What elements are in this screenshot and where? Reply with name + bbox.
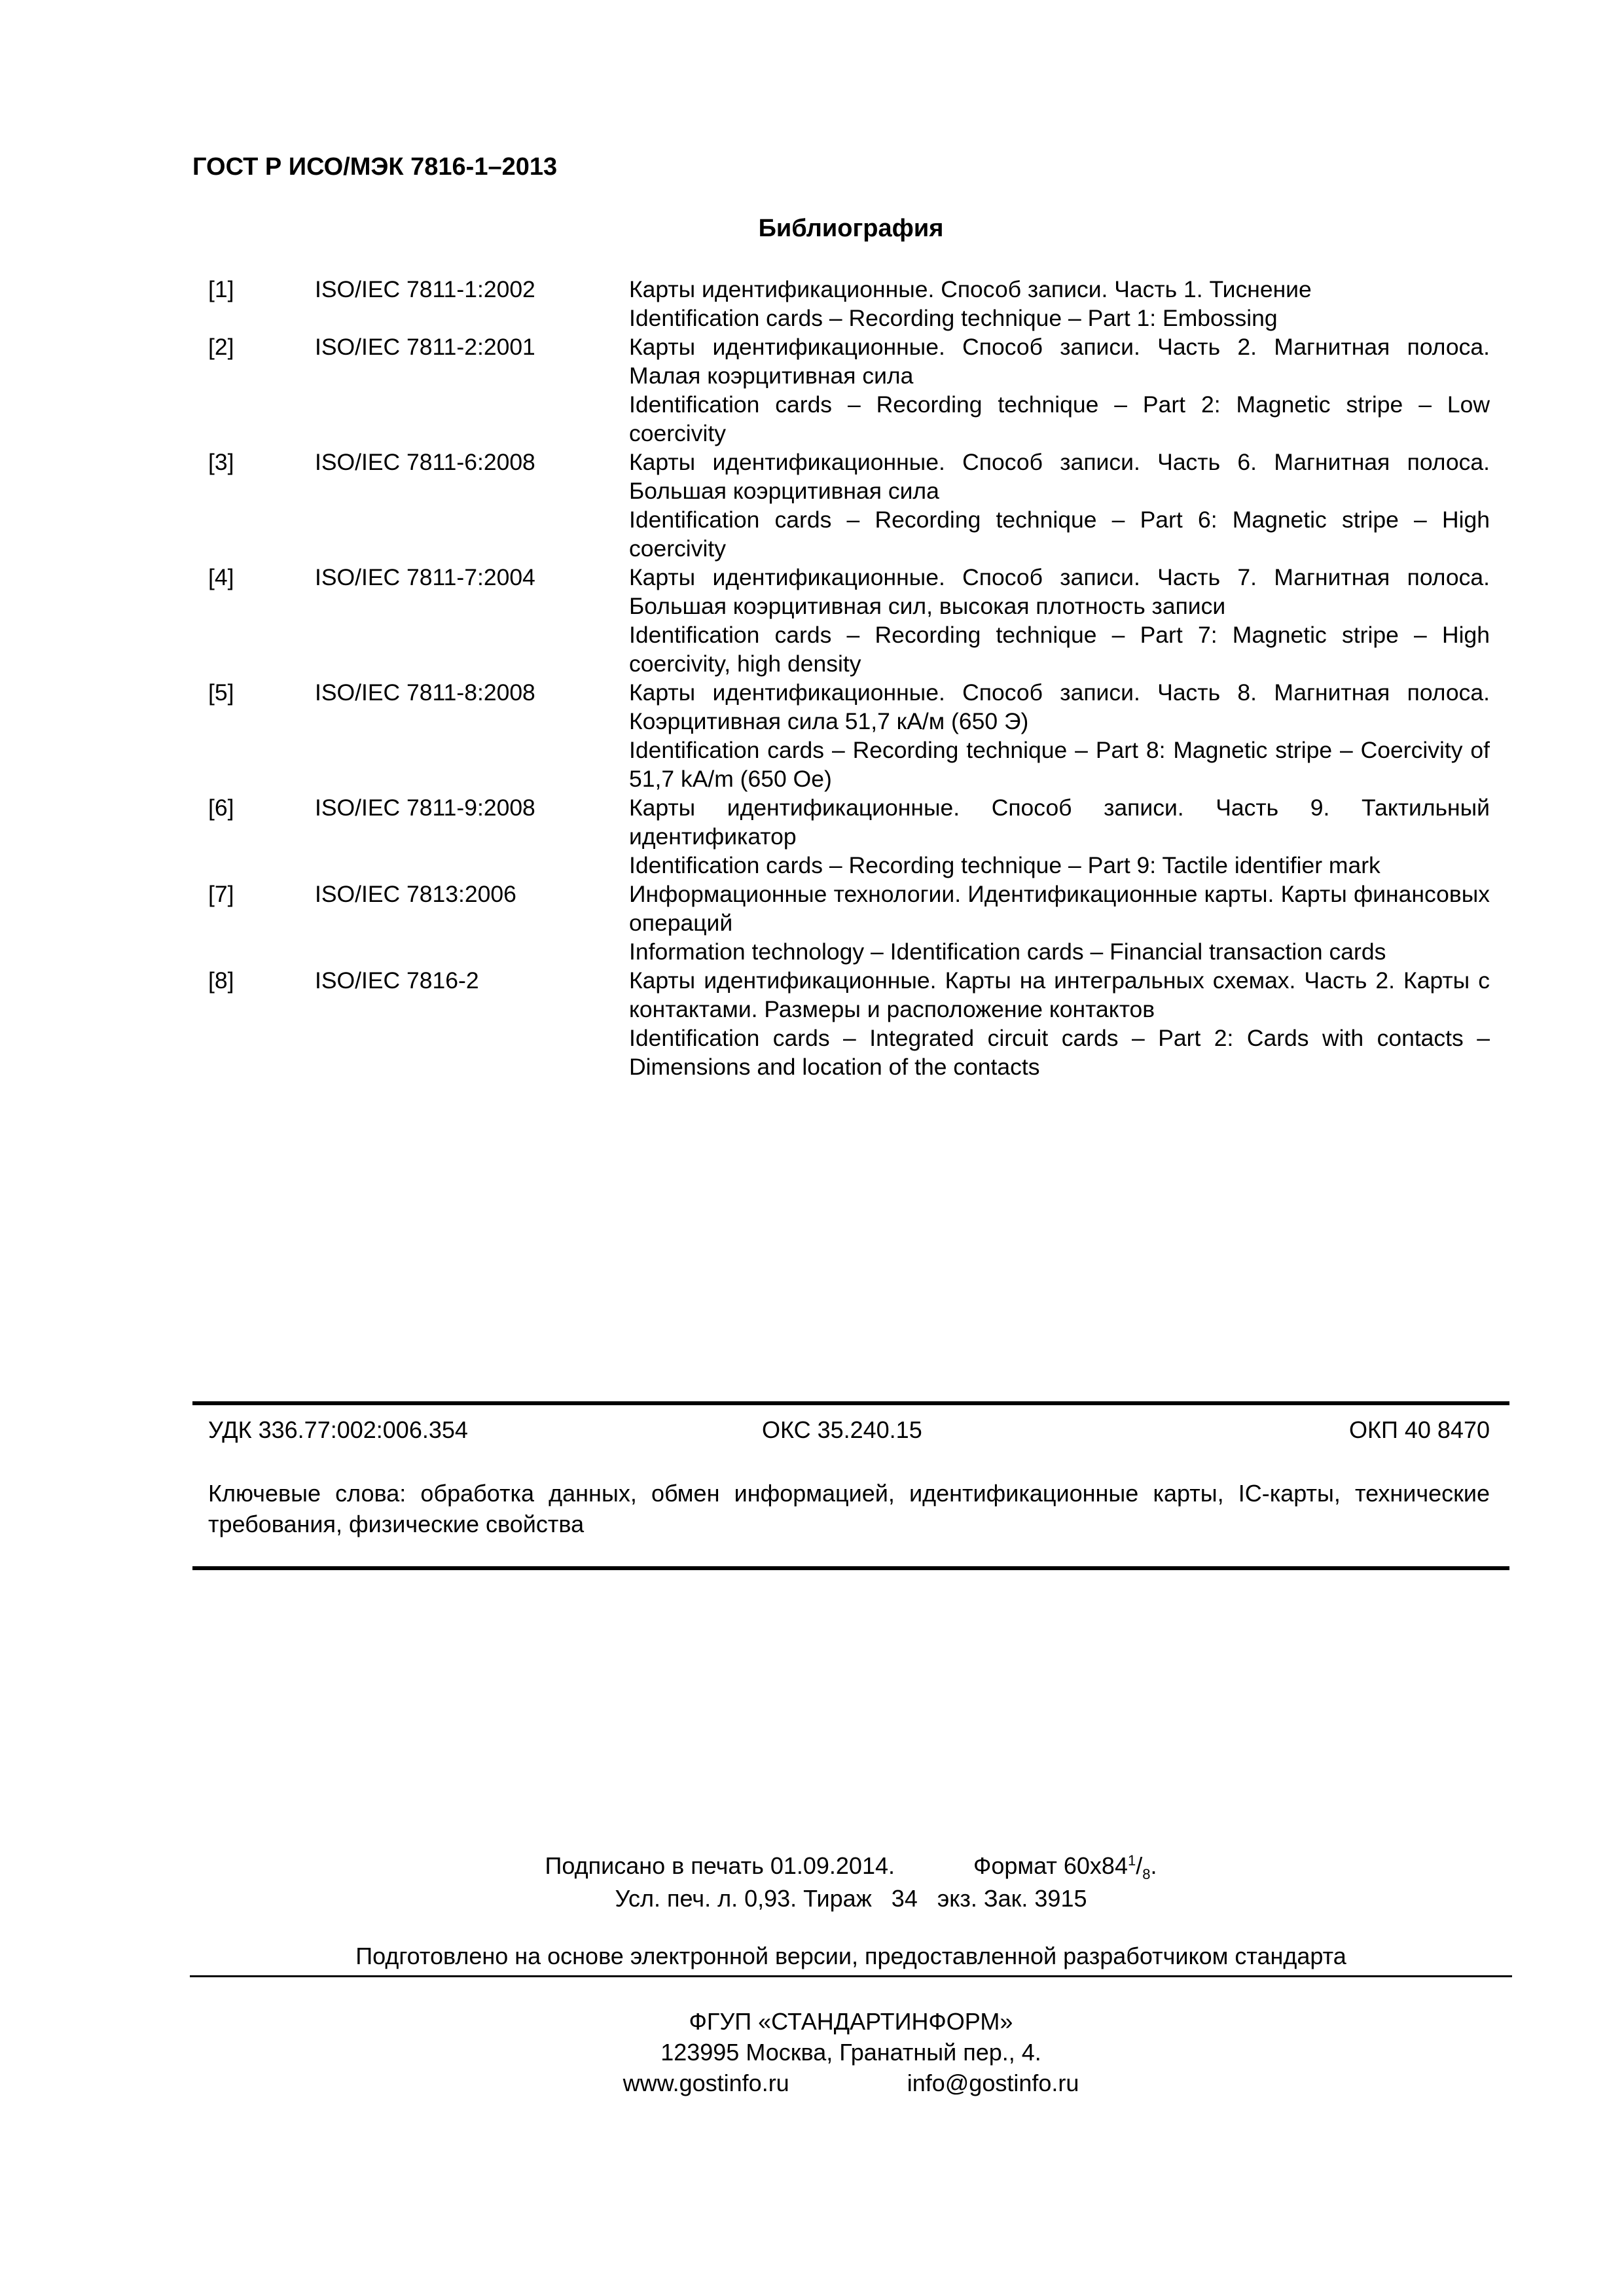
entry-title bbox=[629, 563, 1490, 678]
bibliography-entry bbox=[208, 966, 1490, 1081]
entry-title-en: Identification cards – Recording technique – Part 6: Magnetic stripe – High coercivity bbox=[629, 507, 1490, 562]
entry-title-ru: Информационные технологии. Идентификационные карты. Карты финансовых операций bbox=[629, 881, 1490, 936]
entry-title bbox=[629, 332, 1490, 448]
email-link[interactable]: info@gostinfo.ru bbox=[907, 2070, 1079, 2096]
publisher-address: 123995 Москва, Гранатный пер., 4. bbox=[660, 2039, 1041, 2066]
print-run: 34 bbox=[891, 1885, 918, 1912]
entry-code: ISO/IEC 7811-6:2008 bbox=[315, 449, 535, 475]
entry-number: [2] bbox=[208, 334, 234, 360]
entry-title-ru: Карты идентификационные. Способ записи. Часть 1. Тиснение bbox=[629, 276, 1312, 302]
entry-title bbox=[629, 678, 1490, 793]
document-header: ГОСТ Р ИСО/МЭК 7816-1–2013 bbox=[192, 153, 558, 181]
entry-number: [1] bbox=[208, 276, 234, 302]
entry-title-en: Identification cards – Recording technique – Part 1: Embossing bbox=[629, 305, 1278, 331]
printed-sheets: Усл. печ. л. 0,93. Тираж bbox=[615, 1885, 872, 1912]
entry-code: ISO/IEC 7811-7:2004 bbox=[315, 564, 535, 590]
website-link[interactable]: www.gostinfo.ru bbox=[623, 2070, 789, 2096]
entry-title bbox=[629, 793, 1490, 880]
entry-title-ru: Карты идентификационные. Карты на интегральных схемах. Часть 2. Карты с контактами. Размеры и расположение контактов bbox=[629, 967, 1490, 1022]
entry-title bbox=[629, 448, 1490, 563]
bibliography-entry bbox=[208, 448, 1490, 563]
entry-number: [7] bbox=[208, 881, 234, 907]
entry-title-en: Identification cards – Integrated circuit cards – Part 2: Cards with contacts – Dimensions and location of the contacts bbox=[629, 1025, 1490, 1080]
imprint-line-1 bbox=[0, 1852, 1624, 1883]
entry-title-ru: Карты идентификационные. Способ записи. Часть 6. Магнитная полоса. Большая коэрцитивная сила bbox=[629, 449, 1490, 504]
entry-title-ru: Карты идентификационные. Способ записи. Часть 7. Магнитная полоса. Большая коэрцитивная сил, высокая плотность записи bbox=[629, 564, 1490, 619]
entry-title-en: Identification cards – Recording technique – Part 7: Magnetic stripe – High coercivity, high density bbox=[629, 622, 1490, 677]
format: Формат $60х84^1/_8$. bbox=[973, 1852, 1157, 1883]
entry-number: [5] bbox=[208, 679, 234, 706]
entry-code: ISO/IEC 7811-8:2008 bbox=[315, 679, 535, 706]
keywords: Ключевые слова: обработка данных, обмен информацией, идентификационные карты, IC-карты, технические требования, физические свойства bbox=[208, 1480, 1490, 1537]
bibliography-list bbox=[208, 275, 1490, 1081]
entry-code: ISO/IEC 7811-1:2002 bbox=[315, 276, 535, 302]
bibliography-title: Библиография bbox=[758, 215, 944, 242]
publisher-contacts bbox=[0, 2070, 1624, 2097]
entry-title-en: Identification cards – Recording technique – Part 9: Tactile identifier mark bbox=[629, 852, 1380, 878]
entry-title-en: Information technology – Identification cards – Financial transaction cards bbox=[629, 939, 1386, 965]
okp-code: ОКП 40 8470 bbox=[1349, 1416, 1490, 1443]
entry-title-ru: Карты идентификационные. Способ записи. Часть 8. Магнитная полоса. Коэрцитивная сила 51,7 кА/м (650 Э) bbox=[629, 679, 1490, 734]
bottom-divider bbox=[192, 1566, 1509, 1570]
entry-number: [6] bbox=[208, 795, 234, 821]
entry-number: [8] bbox=[208, 967, 234, 994]
classification-row bbox=[208, 1416, 1490, 1446]
bibliography-entry bbox=[208, 275, 1490, 332]
bibliography-entry bbox=[208, 793, 1490, 880]
entry-number: [3] bbox=[208, 449, 234, 475]
entry-title-ru: Карты идентификационные. Способ записи. Часть 2. Магнитная полоса. Малая коэрцитивная сила bbox=[629, 334, 1490, 389]
oks-code: ОКС 35.240.15 bbox=[762, 1416, 922, 1443]
entry-title-en: Identification cards – Recording technique – Part 2: Magnetic stripe – Low coercivity bbox=[629, 391, 1490, 446]
entry-title-ru: Карты идентификационные. Способ записи. Часть 9. Тактильный идентификатор bbox=[629, 795, 1490, 850]
imprint-line-2 bbox=[0, 1885, 1624, 1912]
publisher-name: ФГУП «СТАНДАРТИНФОРМ» bbox=[689, 2008, 1013, 2035]
prepared-underline bbox=[190, 1975, 1512, 1977]
bibliography-entry bbox=[208, 332, 1490, 448]
entry-code: ISO/IEC 7811-2:2001 bbox=[315, 334, 535, 360]
entry-title-en: Identification cards – Recording technique – Part 8: Magnetic stripe – Coercivity of 51,7 kA/m (650 Oe) bbox=[629, 737, 1490, 792]
entry-code: ISO/IEC 7816-2 bbox=[315, 967, 479, 994]
prepared-note: Подготовлено на основе электронной версии, предоставленной разработчиком стандарта bbox=[355, 1943, 1346, 1969]
udk-code: УДК 336.77:002:006.354 bbox=[208, 1416, 468, 1443]
entry-title bbox=[629, 275, 1490, 332]
top-divider bbox=[192, 1401, 1509, 1405]
signed-date: Подписано в печать 01.09.2014. bbox=[545, 1852, 895, 1879]
bibliography-entry bbox=[208, 563, 1490, 678]
entry-title bbox=[629, 966, 1490, 1081]
bibliography-entry bbox=[208, 880, 1490, 966]
bibliography-entry bbox=[208, 678, 1490, 793]
entry-code: ISO/IEC 7811-9:2008 bbox=[315, 795, 535, 821]
copies-order: экз. Зак. 3915 bbox=[937, 1885, 1087, 1912]
entry-title bbox=[629, 880, 1490, 966]
entry-code: ISO/IEC 7813:2006 bbox=[315, 881, 516, 907]
entry-number: [4] bbox=[208, 564, 234, 590]
